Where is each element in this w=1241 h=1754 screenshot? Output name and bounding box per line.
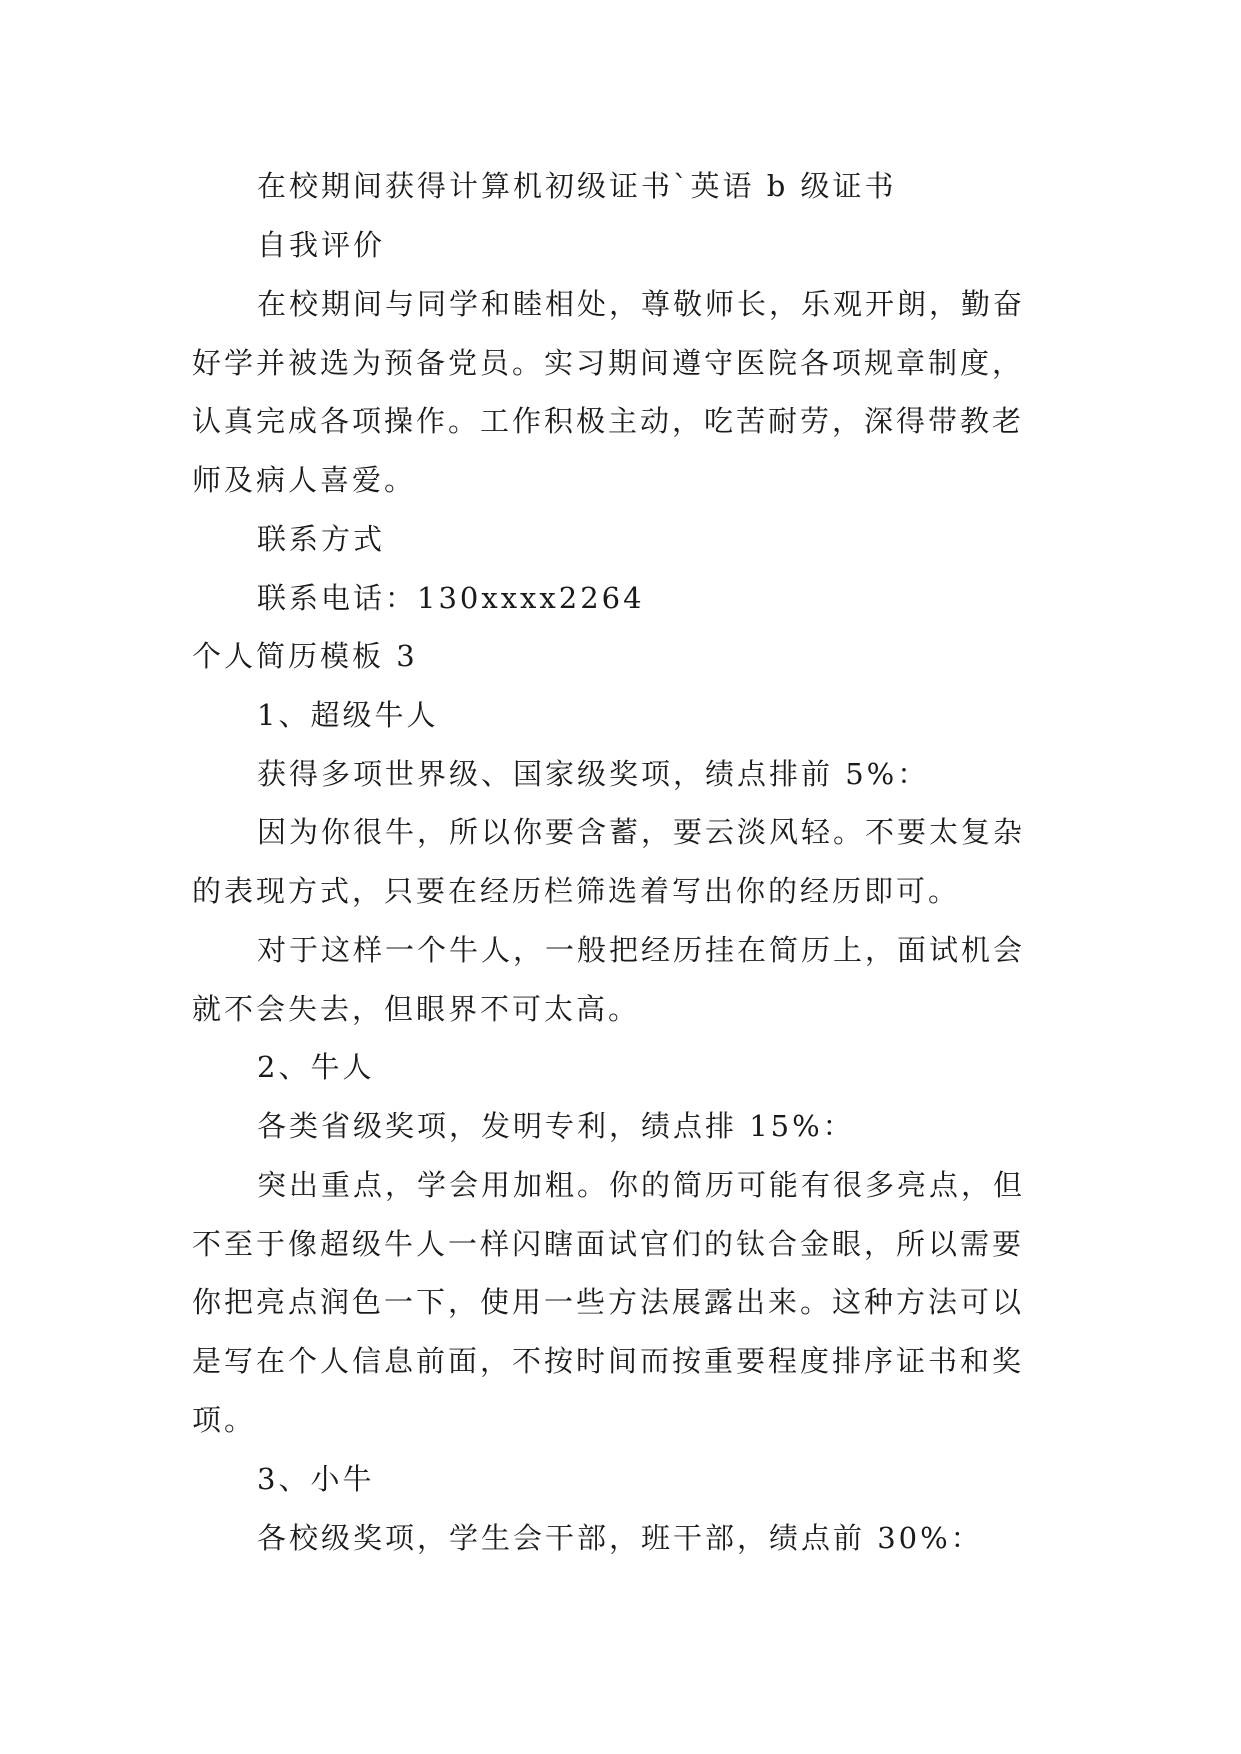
section-1-paragraph-2-line-2: 就不会失去，但眼界不可太高。 <box>192 992 641 1026</box>
section-1-paragraph-1-line-2: 的表现方式，只要在经历栏筛选着写出你的经历即可。 <box>192 874 961 908</box>
section-1-heading: 1、超级牛人 <box>257 698 439 732</box>
section-3-criteria: 各校级奖项，学生会干部，班干部，绩点前 30%： <box>257 1521 983 1555</box>
section-1-paragraph-1-line-1: 因为你很牛，所以你要含蓄，要云淡风轻。不要太复杂 <box>257 815 1026 849</box>
section-2-paragraph-line-2: 不至于像超级牛人一样闪瞎面试官们的钛合金眼，所以需要 <box>192 1227 1025 1261</box>
section-2-paragraph-line-5: 项。 <box>192 1403 257 1437</box>
section-3-heading: 3、小牛 <box>257 1462 375 1496</box>
self-evaluation-paragraph-line-1: 在校期间与同学和睦相处，尊敬师长，乐观开朗，勤奋 <box>257 287 1026 321</box>
self-evaluation-paragraph-line-2: 好学并被选为预备党员。实习期间遵守医院各项规章制度， <box>192 346 1025 380</box>
contact-heading: 联系方式 <box>257 522 386 556</box>
section-2-criteria: 各类省级奖项，发明专利，绩点排 15%： <box>257 1109 855 1143</box>
section-2-paragraph-line-1: 突出重点，学会用加粗。你的简历可能有很多亮点，但 <box>257 1168 1026 1202</box>
self-evaluation-paragraph-line-4: 师及病人喜爱。 <box>192 463 417 497</box>
section-2-paragraph-line-4: 是写在个人信息前面，不按时间而按重要程度排序证书和奖 <box>192 1344 1025 1378</box>
certificates-line: 在校期间获得计算机初级证书`英语 b 级证书 <box>257 169 897 203</box>
section-2-paragraph-line-3: 你把亮点润色一下，使用一些方法展露出来。这种方法可以 <box>192 1285 1025 1319</box>
contact-phone: 联系电话：130xxxx2264 <box>257 581 645 615</box>
section-1-paragraph-2-line-1: 对于这样一个牛人，一般把经历挂在简历上，面试机会 <box>257 933 1026 967</box>
section-1-criteria: 获得多项世界级、国家级奖项，绩点排前 5%： <box>257 757 930 791</box>
self-evaluation-paragraph-line-3: 认真完成各项操作。工作积极主动，吃苦耐劳，深得带教老 <box>192 404 1025 438</box>
resume-template-3-title: 个人简历模板 3 <box>192 639 418 673</box>
self-evaluation-heading: 自我评价 <box>257 228 386 262</box>
section-2-heading: 2、牛人 <box>257 1050 375 1084</box>
